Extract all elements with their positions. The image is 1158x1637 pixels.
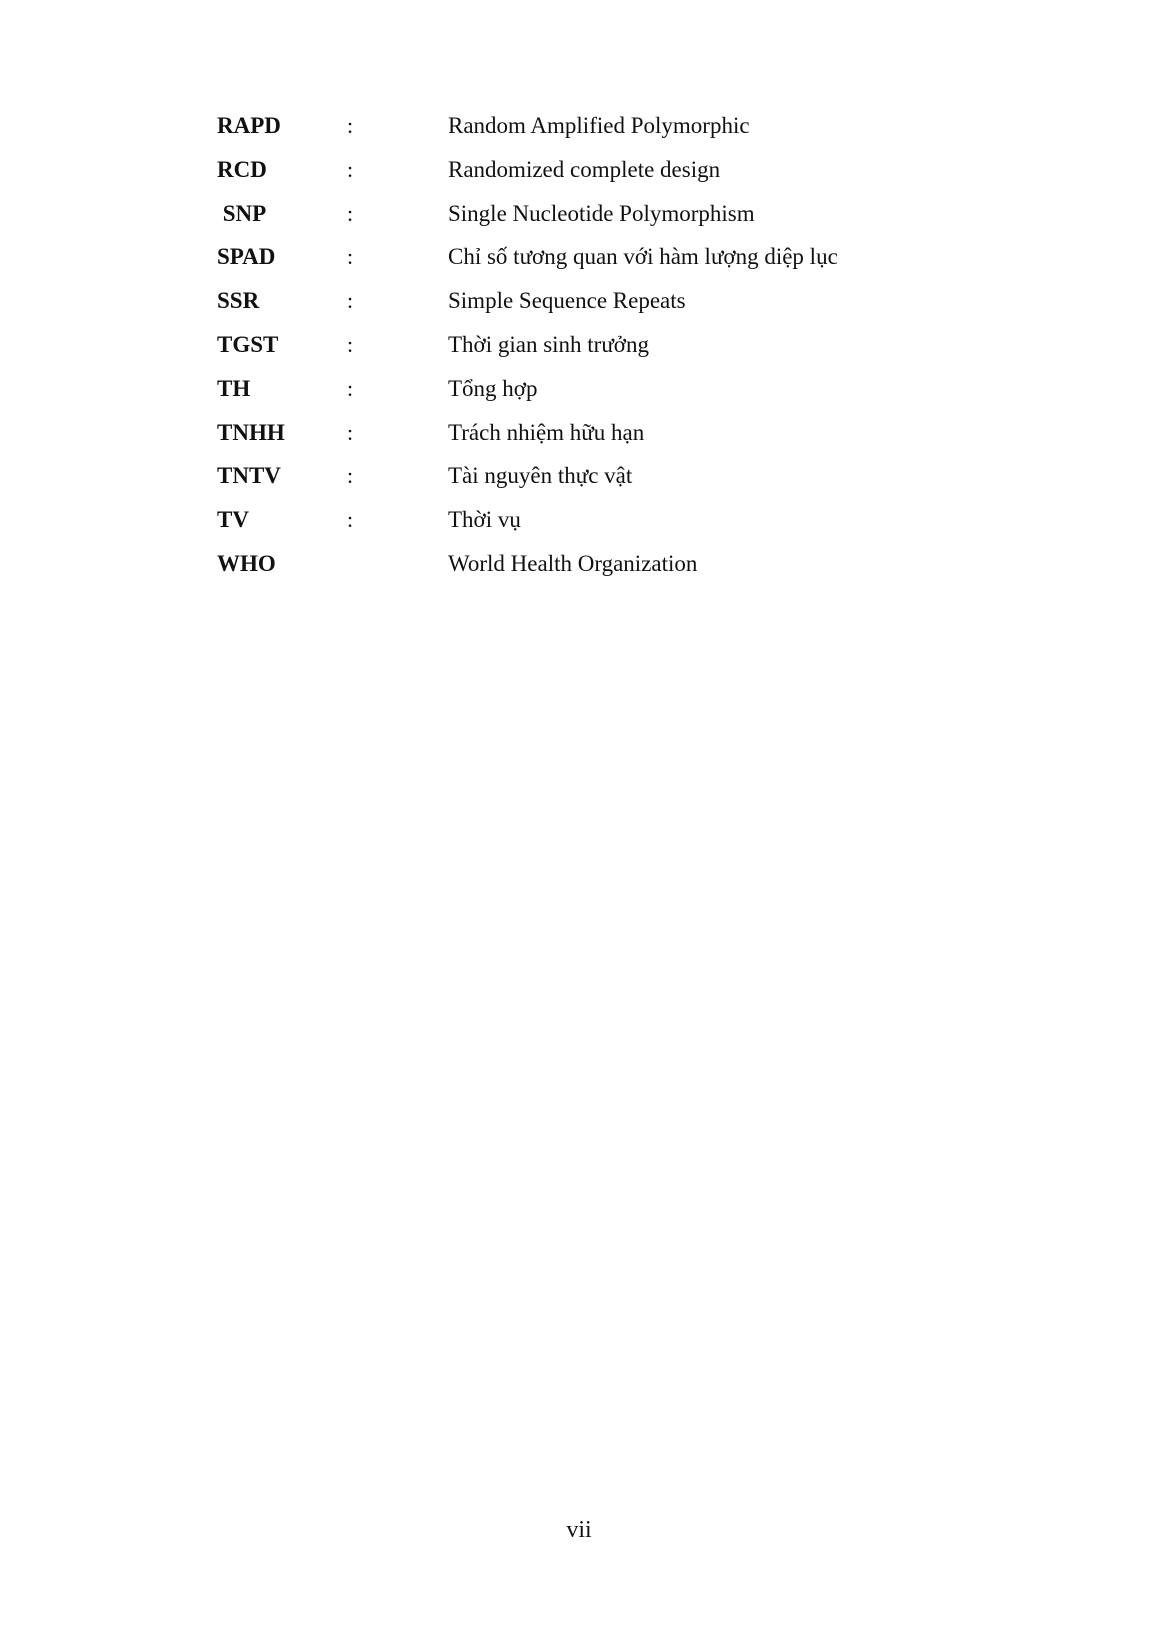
abbreviation-term: WHO xyxy=(217,550,276,576)
separator: : xyxy=(347,113,354,138)
abbreviation-meaning: Trách nhiệm hữu hạn xyxy=(448,419,645,445)
separator: : xyxy=(347,200,354,226)
abbreviation-meaning: Thời gian sinh trưởng xyxy=(448,331,649,357)
abbreviation-row xyxy=(217,323,1017,367)
abbreviation-row xyxy=(217,148,1017,192)
abbreviation-term: SSR xyxy=(217,288,260,314)
abbreviation-row xyxy=(217,542,1017,586)
abbreviation-meaning: Thời vụ xyxy=(448,507,521,533)
separator: : xyxy=(347,156,354,182)
abbreviation-term: TH xyxy=(217,375,251,401)
separator: : xyxy=(347,244,354,270)
abbreviation-meaning: Tài nguyên thực vật xyxy=(448,463,633,489)
abbreviation-row xyxy=(217,104,1017,148)
separator: : xyxy=(347,331,354,357)
abbreviation-row xyxy=(217,235,1017,279)
abbreviation-meaning: Single Nucleotide Polymorphism xyxy=(448,200,755,226)
abbreviation-term: TNHH xyxy=(217,419,285,445)
abbreviation-term: RCD xyxy=(217,156,267,182)
abbreviation-term: RAPD xyxy=(217,113,281,138)
abbreviation-list xyxy=(217,104,1017,586)
page-number: vii xyxy=(566,1517,592,1543)
separator: : xyxy=(347,288,354,314)
abbreviation-meaning: World Health Organization xyxy=(448,550,698,576)
abbreviation-row xyxy=(217,367,1017,411)
separator: : xyxy=(347,463,354,489)
abbreviation-meaning: Randomized complete design xyxy=(448,156,721,182)
abbreviation-row xyxy=(217,454,1017,498)
separator: : xyxy=(347,375,354,401)
abbreviation-row xyxy=(217,192,1017,236)
abbreviation-term: TNTV xyxy=(217,463,281,489)
separator: : xyxy=(347,507,354,533)
abbreviation-meaning: Tổng hợp xyxy=(448,375,538,401)
abbreviation-row xyxy=(217,411,1017,455)
abbreviation-meaning: Random Amplified Polymorphic xyxy=(448,113,750,138)
abbreviation-term: SNP xyxy=(217,200,267,226)
abbreviation-row xyxy=(217,498,1017,542)
abbreviation-meaning: Simple Sequence Repeats xyxy=(448,288,686,314)
abbreviation-term: TGST xyxy=(217,331,279,357)
abbreviation-row xyxy=(217,279,1017,323)
abbreviation-term: SPAD xyxy=(217,244,276,270)
abbreviation-term: TV xyxy=(217,507,249,533)
separator: : xyxy=(347,419,354,445)
abbreviation-meaning: Chỉ số tương quan với hàm lượng diệp lục xyxy=(448,244,838,270)
